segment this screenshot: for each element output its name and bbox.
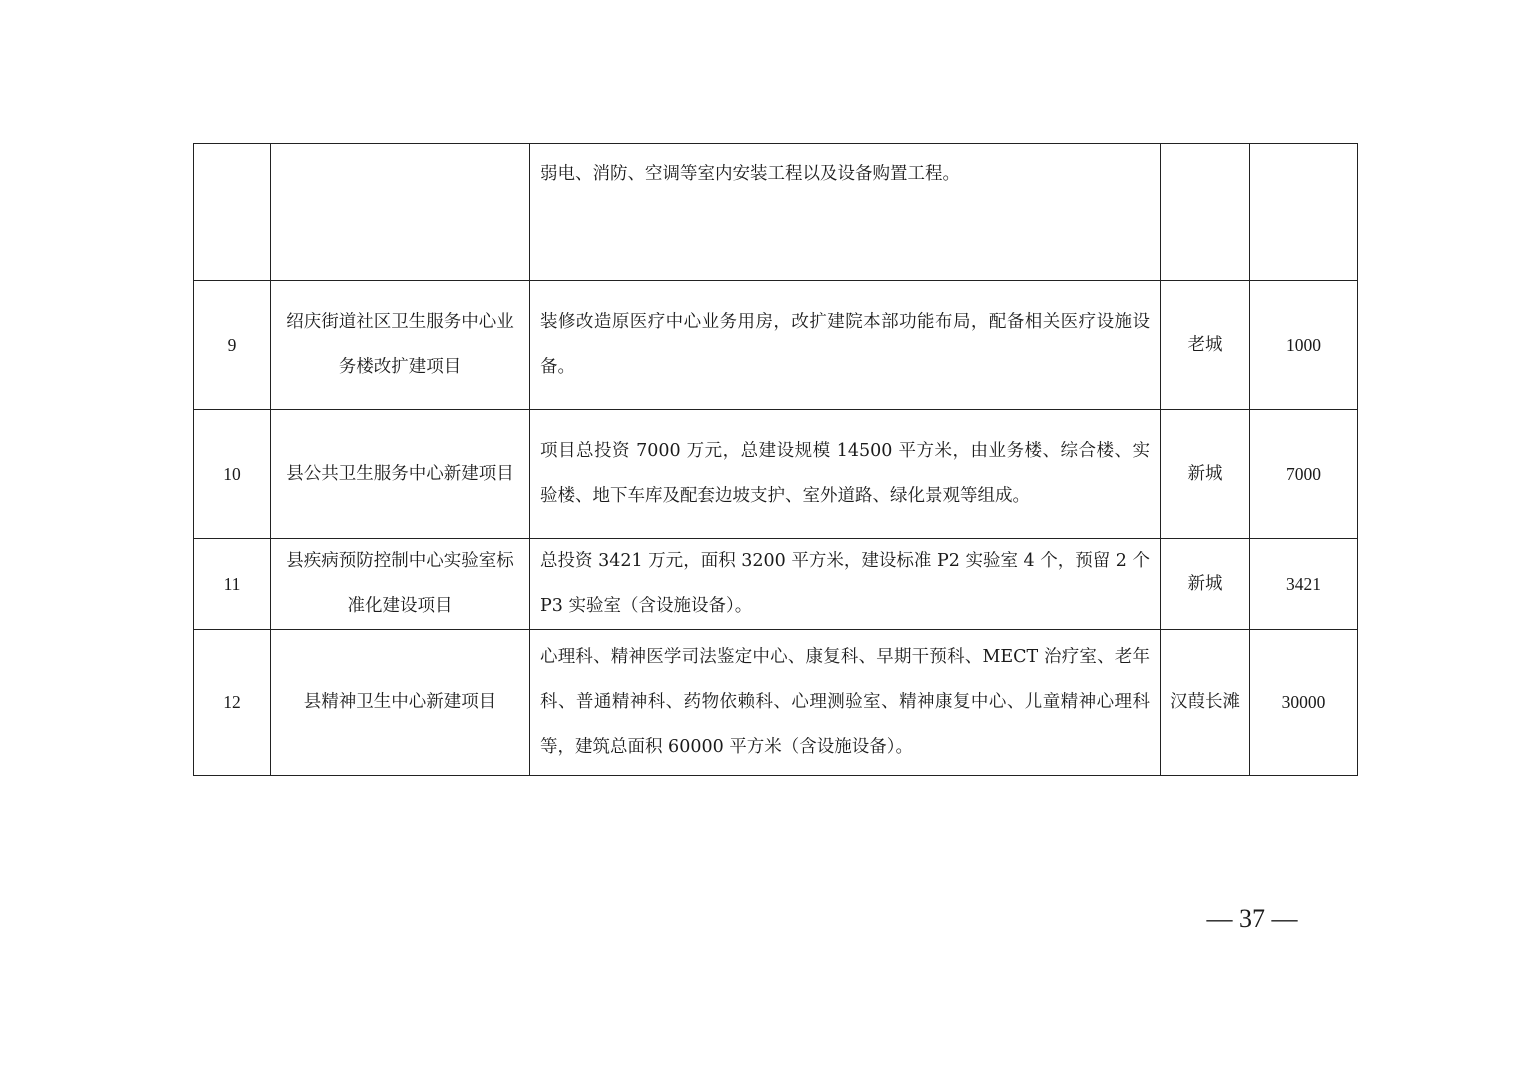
project-location (1161, 144, 1250, 281)
project-table (193, 143, 1358, 776)
project-amount: 7000 (1250, 410, 1358, 539)
table-row (194, 410, 1358, 539)
project-amount: 3421 (1250, 539, 1358, 630)
project-description: 心理科、精神医学司法鉴定中心、康复科、早期干预科、MECT 治疗室、老年科、普通精神科、药物依赖科、心理测验室、精神康复中心、儿童精神心理科等，建筑总面积 60000 平方米（含设施设备）。 (530, 630, 1161, 776)
row-number: 11 (194, 539, 271, 630)
row-number: 9 (194, 281, 271, 410)
project-description: 装修改造原医疗中心业务用房，改扩建院本部功能布局，配备相关医疗设施设备。 (530, 281, 1161, 410)
project-name: 县精神卫生中心新建项目 (271, 630, 530, 776)
project-amount: 30000 (1250, 630, 1358, 776)
project-amount: 1000 (1250, 281, 1358, 410)
row-number: 10 (194, 410, 271, 539)
project-name (271, 144, 530, 281)
row-number (194, 144, 271, 281)
project-name: 绍庆街道社区卫生服务中心业务楼改扩建项目 (271, 281, 530, 410)
project-location: 老城 (1161, 281, 1250, 410)
table-row (194, 630, 1358, 776)
project-name: 县公共卫生服务中心新建项目 (271, 410, 530, 539)
project-description: 总投资 3421 万元，面积 3200 平方米，建设标准 P2 实验室 4 个，预留 2 个 P3 实验室（含设施设备）。 (530, 539, 1161, 630)
table-row (194, 144, 1358, 281)
project-description: 弱电、消防、空调等室内安装工程以及设备购置工程。 (530, 144, 1161, 281)
row-number: 12 (194, 630, 271, 776)
project-location: 汉葭长滩 (1161, 630, 1250, 776)
table-row (194, 281, 1358, 410)
project-location: 新城 (1161, 539, 1250, 630)
page-number: — 37 — (1206, 904, 1298, 933)
project-amount (1250, 144, 1358, 281)
project-name: 县疾病预防控制中心实验室标准化建设项目 (271, 539, 530, 630)
project-description: 项目总投资 7000 万元，总建设规模 14500 平方米，由业务楼、综合楼、实验楼、地下车库及配套边坡支护、室外道路、绿化景观等组成。 (530, 410, 1161, 539)
project-location: 新城 (1161, 410, 1250, 539)
table-row (194, 539, 1358, 630)
